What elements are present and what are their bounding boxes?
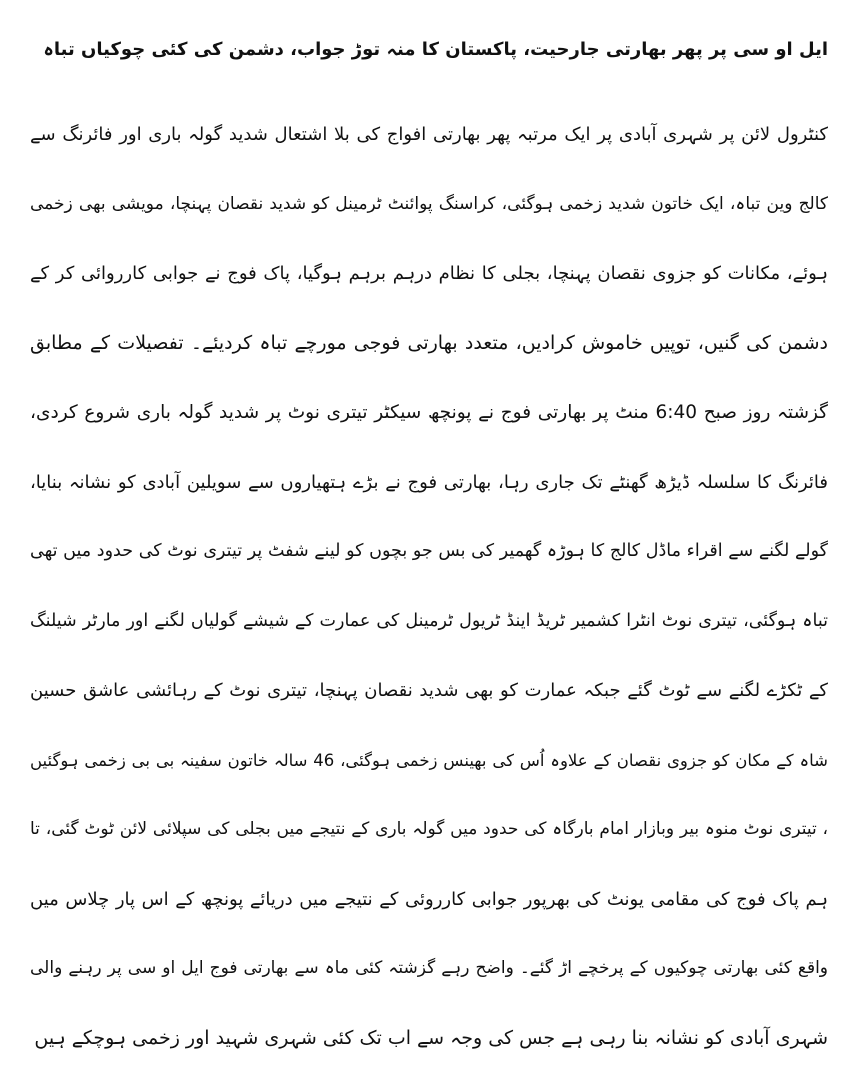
article-line: ہوئے، مکانات کو جزوی نقصان پہنچا، بجلی کا نظام درہم برہم ہوگیا، پاک فوج نے جوابی کارروائی کر کے <box>30 263 828 284</box>
article-line: شاہ کے مکان کو جزوی نقصان کے علاوہ اُس کی بھینس زخمی ہوگئی، 46 سالہ خاتون سفینہ بی بی زخمی ہوگئیں <box>30 750 828 770</box>
article-line: گزشتہ روز صبح 6:40 منٹ پر بھارتی فوج نے پونچھ سیکٹر تیتری نوٹ پر شدید گولہ باری شروع کردی، <box>30 402 828 423</box>
article-line: شہری آبادی کو نشانہ بنا رہی ہے جس کی وجہ سے اب تک کئی شہری شہید اور زخمی ہوچکے ہیں <box>34 1026 828 1049</box>
article-line: دشمن کی گنیں، توپیں خاموش کرادیں، متعدد بھارتی فوجی مورچے تباہ کردیئے۔ تفصیلات کے مطابق <box>30 331 828 354</box>
article-line: کے ٹکڑے لگنے سے ٹوٹ گئے جبکہ عمارت کو بھی شدید نقصان پہنچا، تیتری نوٹ کے رہائشی عاشق حسین <box>30 680 828 701</box>
article-line: ، تیتری نوٹ منوہ بیر وبازار امام بارگاہ کی حدود میں گولہ باری کے نتیجے میں بجلی کی سپلائی لائن ٹوٹ گئی، تا <box>30 819 828 839</box>
article-line: کنٹرول لائن پر شہری آبادی پر ایک مرتبہ پھر بھارتی افواج کی بلا اشتعال شدید گولہ باری اور فائرنگ سے <box>30 124 828 145</box>
article-line: تباہ ہوگئی، تیتری نوٹ انٹرا کشمیر ٹریڈ اینڈ ٹریول ٹرمینل کی عمارت کے شیشے گولیاں لگنے اور مارٹر شیلنگ <box>30 610 828 631</box>
article-line: کالج وین تباہ، ایک خاتون شدید زخمی ہوگئی، کراسنگ پوائنٹ ٹرمینل کو شدید نقصان پہنچا، مویشی بھی زخمی <box>30 193 828 214</box>
article-line: واقع کئی بھارتی چوکیوں کے پرخچے اڑ گئے۔ واضح رہے گزشتہ کئی ماہ سے بھارتی فوج ایل او سی پر رہنے والی <box>30 958 828 978</box>
article-body <box>30 100 832 1073</box>
article-line: ہم پاک فوج کی مقامی یونٹ کی بھرپور جوابی کارروئی کے نتیجے میں دریائے پونچھ کے اس پار چلاس میں <box>30 888 828 910</box>
article-line: گولے لگنے سے اقراء ماڈل کالج کا ہوڑہ گھمیر کی بس جو بچوں کو لینے شفٹ پر تیتری نوٹ کی حدود میں تھی <box>30 541 828 561</box>
article-headline: ایل او سی پر پھر بھارتی جارحیت، پاکستان کا منہ توڑ جواب، دشمن کی کئی چوکیاں تباہ <box>43 39 828 60</box>
article-line: فائرنگ کا سلسلہ ڈیڑھ گھنٹے تک جاری رہا، بھارتی فوج نے بڑے ہتھیاروں سے سویلین آبادی کو نشانہ بنایا، <box>30 471 828 493</box>
